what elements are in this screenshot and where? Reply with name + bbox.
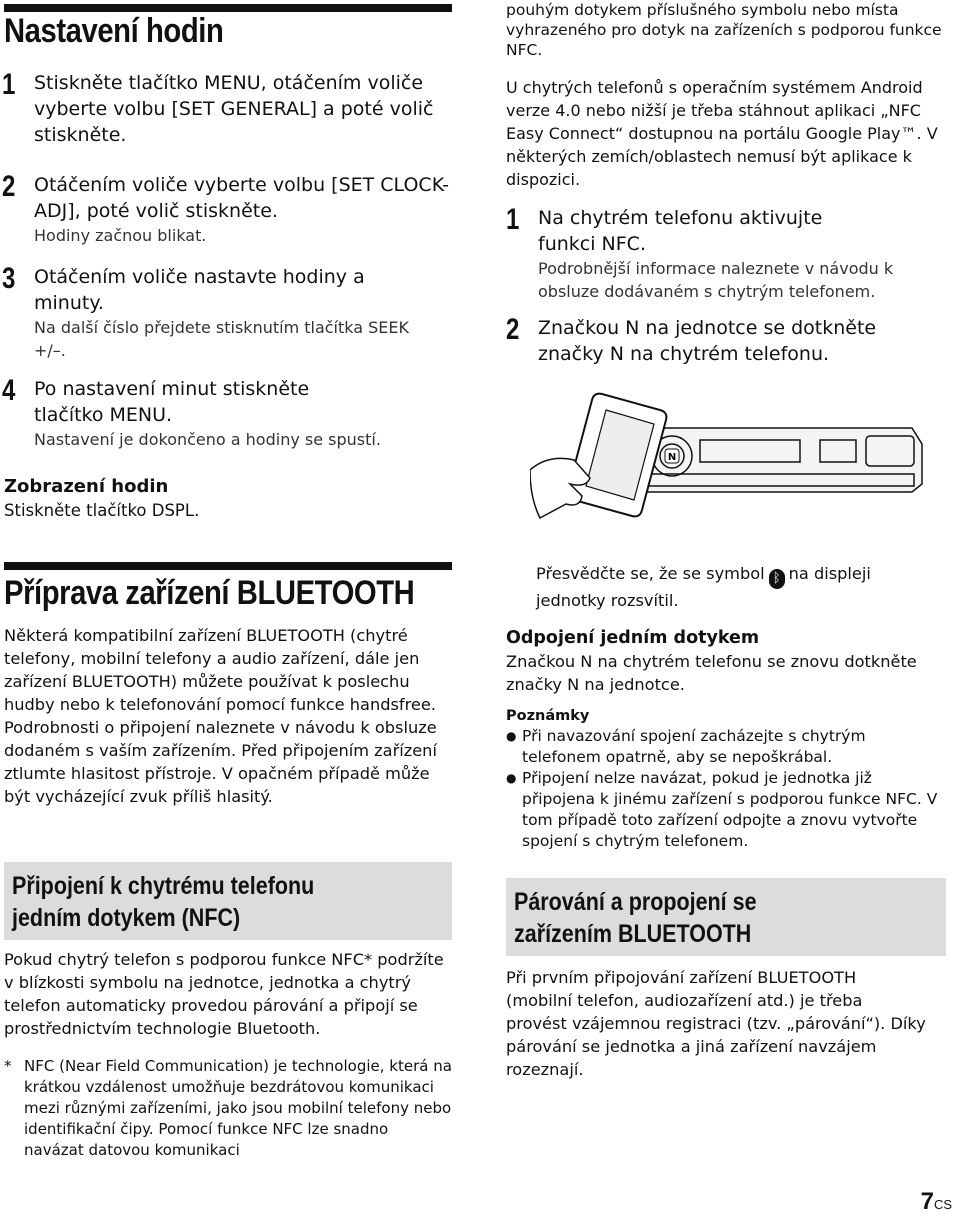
step-text: Otáčením voliče nastavte hodiny a minuty. — [34, 266, 365, 314]
check-text-after: na displeji jednotky rozsvítil. — [536, 564, 871, 610]
page-number-suffix: CS — [933, 1197, 952, 1212]
step-number: 2 — [2, 170, 16, 203]
nfc-continued-text: pouhým dotykem příslušného symbolu nebo místa vyhrazeného pro dotyk na zařízeních s podporou funkce NFC. — [506, 1, 942, 59]
nfc-heading-box — [4, 862, 452, 940]
pairing-heading-box — [506, 878, 946, 956]
step-number: 1 — [506, 203, 520, 236]
nfc-footnote — [4, 1056, 452, 1161]
step-text: Značkou N na jednotce se dotkněte značky N na chytrém telefonu. — [538, 317, 877, 365]
step-subtext: Hodiny začnou blikat. — [34, 226, 207, 245]
top-left-rule — [4, 4, 452, 12]
disconnect-text: Značkou N na chytrém telefonu se znovu dotkněte značky N na jednotce. — [506, 652, 917, 694]
step-number: 2 — [506, 313, 520, 346]
nfc-android-text: U chytrých telefonů s operačním systémem Android verze 4.0 nebo nižší je třeba stáhnout aplikaci „NFC Easy Connect“ dostupnou na portálu Google Play™. V některých zemích/oblastech nemusí být aplikace k dispozici. — [506, 78, 938, 189]
clock-step-2 — [2, 172, 452, 264]
disconnect-block — [506, 626, 946, 852]
step-number: 1 — [2, 68, 16, 101]
nfc-step-2 — [506, 315, 946, 367]
step-text: Otáčením voliče vyberte volbu [SET CLOCK-ADJ], poté volič stiskněte. — [34, 174, 450, 222]
footnote-text: NFC (Near Field Communication) je technologie, která na krátkou vzdálenost umožňuje bezdrátovou komunikaci mezi různými zařízeními, jako jsou mobilní telefony nebo identifikační čipy. Pomocí funkce NFC lze snadno navázat datovou komunikaci — [24, 1057, 452, 1159]
step-text: Stiskněte tlačítko MENU, otáčením voliče vyberte volbu [SET GENERAL] a poté volič stiskněte. — [34, 72, 434, 146]
nfc-illustration — [530, 388, 930, 528]
page-number — [921, 1188, 952, 1216]
note-item: ● Při navazování spojení zacházejte s chytrým telefonem opatrně, aby se nepoškrábal. — [506, 726, 946, 768]
nfc-heading: Připojení k chytrému telefonu jedním dotykem (NFC) — [12, 872, 315, 932]
svg-text:N: N — [667, 452, 677, 463]
clock-step-4 — [2, 376, 452, 451]
disconnect-heading: Odpojení jedním dotykem — [506, 628, 760, 648]
clock-step-3 — [2, 264, 452, 376]
note-item: ● Připojení nelze navázat, pokud je jednotka již připojena k jinému zařízení s podporou funkce NFC. V tom případě toto zařízení odpojte a znovu vytvořte spojení s chytrým telefonem. — [506, 768, 946, 852]
nfc-intro-text: Pokud chytrý telefon s podporou funkce NFC* podržíte v blízkosti symbolu na jednotce, jednotka a chytrý telefon automaticky provedou párování a připojí se prostřednictvím technologie Bluetooth. — [4, 950, 444, 1038]
clock-display-heading: Zobrazení hodin — [4, 476, 169, 497]
smartphone — [568, 394, 667, 517]
step-subtext: Nastavení je dokončeno a hodiny se spustí. — [34, 430, 381, 449]
page-number-digit: 7 — [920, 1188, 934, 1215]
bottom-left-rule — [4, 562, 452, 570]
step-subtext: Podrobnější informace naleznete v návodu k obsluze dodávaném s chytrým telefonem. — [538, 259, 894, 301]
check-text-before: Přesvědčte se, že se symbol — [536, 564, 765, 583]
notes-list — [506, 726, 946, 852]
step-number: 4 — [2, 374, 16, 407]
clock-title: Nastavení hodin — [4, 12, 224, 50]
pairing-text: Při prvním připojování zařízení BLUETOOTH (mobilní telefon, audiozařízení atd.) je třeba provést vzájemnou registraci (tzv. „párování“). Díky párování se jednotka a jiná zařízení navzájem rozeznají. — [506, 968, 926, 1079]
clock-steps — [2, 70, 452, 451]
clock-display-text: Stiskněte tlačítko DSPL. — [4, 501, 200, 520]
nfc-mark-icon — [665, 449, 679, 463]
bt-symbol-check — [536, 562, 936, 612]
step-subtext: Na další číslo přejdete stisknutím tlačítka SEEK +/–. — [34, 318, 410, 360]
right-bottom-block — [536, 562, 936, 612]
step-number: 3 — [2, 262, 16, 295]
footnote-star: * — [4, 1057, 12, 1075]
pairing-heading: Párování a propojení se zařízením BLUETOOTH — [514, 888, 757, 948]
nfc-step-1 — [506, 205, 946, 303]
clock-display-block — [4, 474, 444, 522]
bluetooth-title: Příprava zařízení BLUETOOTH — [4, 574, 415, 612]
bluetooth-intro: Některá kompatibilní zařízení BLUETOOTH (chytré telefony, mobilní telefony a audio zařízení, dále jen zařízení BLUETOOTH) můžete používat k poslechu hudby nebo k telefonování pomocí funkce handsfree. Podrobnosti o připojení naleznete v návodu k obsluze dodaném s vaším zařízením. Před připojením zařízení ztlumte hlasitost přístroje. V opačném případě může být vycházející zvuk příliš hlasitý. — [4, 626, 437, 806]
step-text: Po nastavení minut stiskněte tlačítko MENU. — [34, 378, 310, 426]
notes-heading: Poznámky — [506, 708, 590, 724]
step-text: Na chytrém telefonu aktivujte funkci NFC. — [538, 207, 823, 255]
nfc-continued-block — [506, 0, 946, 367]
bluetooth-icon: ᛒ — [769, 569, 785, 589]
clock-step-1 — [2, 70, 452, 172]
